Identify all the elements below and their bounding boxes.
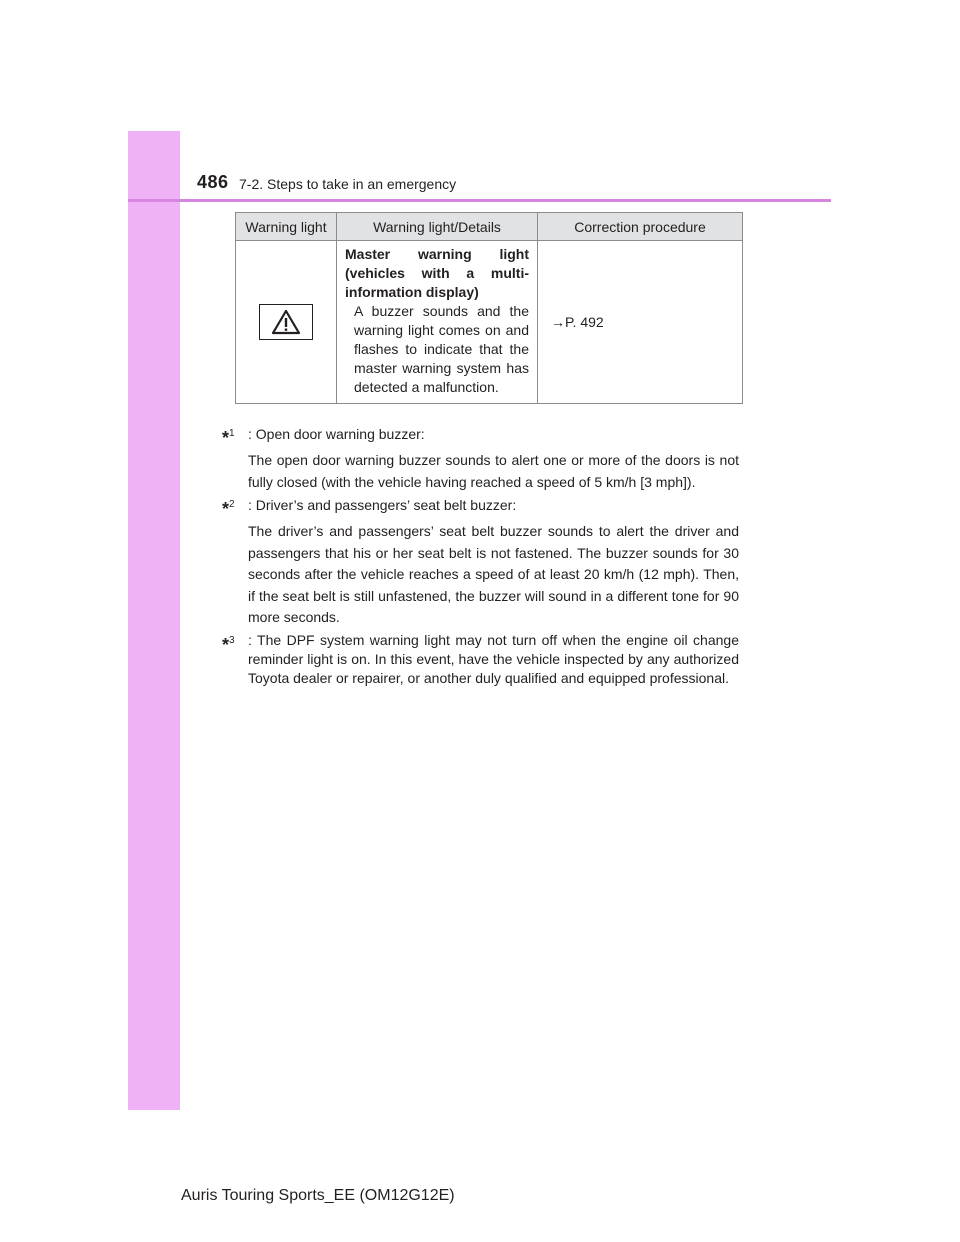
arrow-glyph: → [551,314,565,330]
footnote-1 [222,424,739,493]
chapter-sidebar-tab [128,131,180,1110]
table-header-row [236,213,743,241]
column-header-details: Warning light/Details [337,213,538,241]
footnote-heading: : Open door warning buzzer: [248,426,425,442]
footnote-heading: : Driver’s and passengers’ seat belt buzzer: [248,497,517,513]
footnote-body: The open door warning buzzer sounds to alert one or more of the doors is not fully closed (with the vehicle having reached a speed of 5 km/h [3 mph]). [248,452,739,490]
footnotes [222,424,739,688]
footnote-2 [222,495,739,629]
footnote-3 [222,631,739,688]
footnote-body: The driver’s and passengers’ seat belt buzzer sounds to alert the driver and passengers that his or her seat belt is not fastened. The buzzer sounds for 30 seconds after the vehicle reaches a speed of at least 20 km/h (12 mph). Then, if the seat belt is still unfastened, the buzzer will sound in a different tone for 90 more seconds. [248,523,739,625]
header-rule [128,199,831,202]
page-number: 486 [197,172,229,192]
footnote-marker: *$^2$ [222,499,235,519]
table-row [236,241,743,404]
correction-cell [538,241,743,404]
footnote-heading: : The DPF system warning light may not turn off when the engine oil change reminder light is on. In this event, have the vehicle inspected by any authorized Toyota dealer or repairer, or another duly qualified and equipped professional. [248,631,739,686]
warning-light-cell [236,241,337,404]
warning-light-title: Master warning light (vehicles with a multi-information display) [345,246,529,300]
warning-triangle-icon [259,304,313,340]
warning-light-table [235,212,743,404]
column-header-correction: Correction procedure [538,213,743,241]
details-cell [337,241,538,404]
correction-page-link[interactable]: P. 492 [565,314,604,330]
section-title: 7-2. Steps to take in an emergency [239,176,457,192]
footnote-marker: *$^1$ [222,428,235,448]
warning-light-description: A buzzer sounds and the warning light comes on and flashes to indicate that the master warning system has detected a malfunction. [354,303,529,395]
column-header-warning-light: Warning light [236,213,337,241]
footnote-marker: *$^3$ [222,634,235,655]
footer-model-label: Auris Touring Sports_EE (OM12G12E) [181,1187,455,1204]
